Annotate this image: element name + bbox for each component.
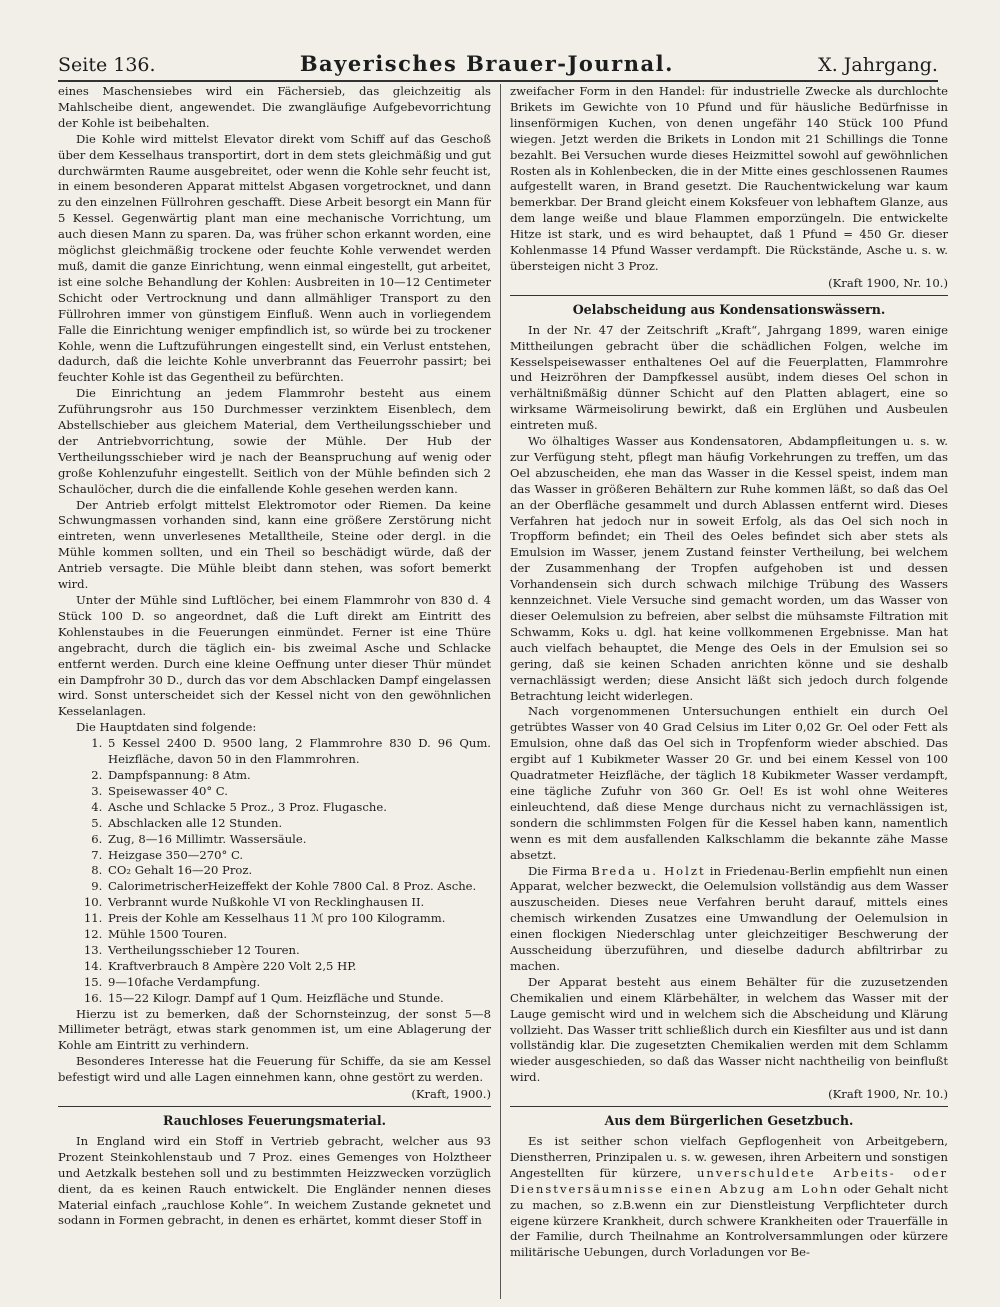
paragraph: Der Antrieb erfolgt mittelst Elektromotor oder Riemen. Da keine Schwungmassen vorhanden sind, kann eine größere Zerstörung nicht eintreten, wenn unverlesenes Metalltheile, Steine oder dergl. in die Mühle kommen sollten, und ein Theil so beschädigt würde, daß der Antrieb versagte. Die Mühle bleibt dann stehen, was sofort bemerkt wird.	[58, 497, 491, 592]
paragraph: eines Maschensiebes wird ein Fächersieb, das gleichzeitig als Mahlscheibe dient, angewendet. Die zwangläufige Aufgebevorrichtung der Kohle ist beibehalten.	[58, 84, 491, 130]
paragraph: Hierzu ist zu bemerken, daß der Schornsteinzug, der sonst 5—8 Millimeter beträgt, etwas stark genommen ist, um eine Ablagerung der Kohle am Eintritt zu verhindern.	[58, 1006, 491, 1053]
paragraph: In England wird ein Stoff in Vertrieb gebracht, welcher aus 93 Prozent Steinkohlenstaub und 7 Proz. eines Gemenges von Holztheer und Aetzkalk bestehen soll und zu bestimmten Heizzwecken vorzüglich dient, da es keinen Rauch entwickelt. Die Engländer nennen dieses Material einfach „rauchlose Kohle“. In weichem Zustande geknetet und sodann in Formen gebracht, in denen es erhärtet, kommt dieser Stoff in	[58, 1133, 491, 1228]
section-heading: Rauchloses Feuerungsmaterial.	[163, 1113, 386, 1128]
list-item: 3. Speisewasser 40° C.	[106, 784, 491, 800]
list-item: 5. Abschlacken alle 12 Stunden.	[106, 816, 491, 832]
list-item: 2. Dampfspannung: 8 Atm.	[106, 768, 491, 784]
column-divider	[500, 84, 501, 1299]
journal-title: Bayerisches Brauer-Journal.	[299, 51, 674, 76]
right-column	[510, 84, 948, 1261]
section-rule	[510, 295, 948, 296]
firm-name: Breda u. Holzt	[591, 863, 706, 878]
text-run: Die Firma	[528, 863, 588, 878]
paragraph: Nach vorgenommenen Untersuchungen enthielt ein durch Oel getrübtes Wasser von 40 Grad Celsius im Liter 0,02 Gr. Oel oder Fett als Emulsion, ohne daß das Oel sich in Tropfenform wieder abschied. Das ergibt auf 1 Kubikmeter Wasser 20 Gr. und bei einem Kessel von 100 Quadratmeter Heizfläche, der täglich 18 Kubikmeter Wasser verdampft, eine tägliche Zufuhr von 360 Gr. Oel! Es ist wohl ohne Weiteres einleuchtend, daß diese Menge durchaus nicht zu vernachlässigen ist, sondern die schlimmsten Folgen für die Kessel haben kann, namentlich wenn es mit dem ausfallenden Kalkschlamm die bekannte zähe Masse absetzt.	[510, 704, 948, 862]
source-citation: (Kraft 1900, Nr. 10.)	[828, 275, 948, 290]
paragraph: Der Apparat besteht aus einem Behälter für die zuzusetzenden Chemikalien und einem Klärbehälter, in welchem das Wasser mit der Lauge gemischt wird und in welchem sich die Abscheidung und Klärung vollzieht. Das Wasser tritt schließlich durch ein Kiesfilter aus und ist dann vollständig klar. Die zugesetzten Chemikalien werden mit dem Schlamm wieder ausgeschieden, so daß das Wasser nicht nachtheilig von beinflußt wird.	[510, 974, 948, 1085]
paragraph: Besonderes Interesse hat die Feuerung für Schiffe, da sie am Kessel befestigt wird und alle Lagen einnehmen kann, ohne gestört zu werden.	[58, 1054, 491, 1085]
paragraph: Wo ölhaltiges Wasser aus Kondensatoren, Abdampfleitungen u. s. w. zur Verfügung steht, pflegt man häufig Vorkehrungen zu treffen, um das Oel abzuscheiden, ehe man das Wasser in die Kessel speist, indem man das Wasser in größeren Behältern zur Ruhe kommen läßt, so daß das Oel an der Oberfläche gesammelt und durch Ablassen entfernt wird. Dieses Verfahren hat jedoch nur in soweit Erfolg, als das Oel sich noch in Tropfform befindet; ein Theil des Oeles befindet sich aber stets als Emulsion im Wasser, jenem Zustand feinster Vertheilung, bei welchem der Zusammenhang der Tropfen aufgehoben ist und dessen Vorhandensein sich durch schwach milchige Trübung des Wassers kennzeichnet. Viele Versuche sind gemacht worden, um das Wasser von dieser Oelemulsion zu befreien, aber selbst die mühsamste Filtration mit Schwamm, Koks u. dgl. hat keine vollkommenen Ergebnisse. Man hat auch vielfach behauptet, die Menge des Oels in der Emulsion sei so gering, daß sie keinen Schaden anrichten könne und sie deshalb vernachlässigt werden; diese Ansicht läßt sich jedoch durch folgende Betrachtung leicht widerlegen.	[510, 434, 948, 703]
list-item: 8. CO₂ Gehalt 16—20 Proz.	[106, 863, 491, 879]
paragraph: zweifacher Form in den Handel: für industrielle Zwecke als durchlochte Brikets im Gewichte von 10 Pfund und für häusliche Bedürfnisse in linsenförmigen Kuchen, von denen ungefähr 140 Stück 100 Pfund wiegen. Jetzt werden die Brikets in London mit 21 Schillings die Tonne bezahlt. Bei Versuchen wurde dieses Heizmittel sowohl auf gewöhnlichen Rosten als in Kohlenbecken, die in der Mitte eines geschlossenen Raumes aufgestellt waren, in Brand gesetzt. Die Rauchentwickelung war kaum bemerkbar. Der Brand gleicht einem Koksfeuer von lebhaftem Glanze, aus dem lange weiße und blaue Flammen emporzüngeln. Die entwickelte Hitze ist stark, und es wird behauptet, daß 1 Pfund = 450 Gr. dieser Kohlenmasse 14 Pfund Wasser verdampft. Die Rückstände, Asche u. s. w. übersteigen nicht 3 Proz.	[510, 84, 948, 273]
paragraph: In der Nr. 47 der Zeitschrift „Kraft“, Jahrgang 1899, waren einige Mittheilungen gebracht über die schädlichen Folgen, welche im Kesselspeisewasser enthaltenes Oel auf die Feuerplatten, Flammrohre und Heizröhren der Dampfkessel ausübt, indem dieses Oel schon in verhältnißmäßig dünner Schicht auf den Platten ablagert, eine so wirksame Wärmeisolirung bewirkt, daß ein Erglühen und Ausbeulen eintreten muß.	[510, 322, 948, 433]
section-rule	[510, 1106, 948, 1107]
list-item: 4. Asche und Schlacke 5 Proz., 3 Proz. Flugasche.	[106, 800, 491, 816]
list-item: 10. Verbrannt wurde Nußkohle VI von Recklinghausen II.	[106, 895, 491, 911]
main-data-list	[58, 736, 491, 1006]
list-item: 14. Kraftverbrauch 8 Ampère 220 Volt 2,5 HP.	[106, 959, 491, 975]
text-run: Es ist seither schon vielfach Gepflogenheit von Arbeitgebern, Dienstherren, Prinzipalen u. s. w. gewesen, ihren Arbeitern und sonstigen Angestellten für kürzere,	[510, 1134, 948, 1180]
list-item: 11. Preis der Kohle am Kesselhaus 11 ℳ pro 100 Kilogramm.	[106, 911, 491, 927]
volume-label: X. Jahrgang.	[818, 54, 938, 76]
section-heading: Oelabscheidung aus Kondensationswässern.	[572, 301, 886, 317]
list-item: 7. Heizgase 350—270° C.	[106, 848, 491, 864]
text-run: oder Gehalt nicht zu machen, so z.B.wenn ein zur Dienstleistung Verpflichteter durch eigene kürzere Krankheit, durch schwere Krankheiten oder Trauerfälle in der Familie, durch Theilnahme an Kontrolversammlungen oder kürzere militärische Uebungen, durch Vorladungen vor Be-	[510, 1181, 948, 1260]
paragraph: Die Kohle wird mittelst Elevator direkt vom Schiff auf das Geschoß über dem Kesselhaus transportirt, dort in dem stets gleichmäßig und gut durchwärmten Raume ausgebreitet, oder wenn die Kohle sehr feucht ist, in einem besonderen Apparat mittelst Abgasen vorgetrocknet, und dann zu den einzelnen Füllrohren geschafft. Diese Arbeit besorgt ein Mann für 5 Kessel. Gegenwärtig plant man eine mechanische Vorrichtung, um auch diesen Mann zu sparen. Da, was früher schon erkannt worden, eine möglichst gleichmäßig trockene oder feuchte Kohle verwendet werden muß, damit die ganze Einrichtung, wenn einmal eingestellt, gut arbeitet, ist eine solche Behandlung der Kohlen: Ausbreiten in 10—12 Centimeter Schicht oder Vertrocknung und dann allmähliger Transport zu den Füllrohren immer von günstigem Einfluß. Wenn auch in vorliegendem Falle die Einrichtung weniger empfindlich ist, so würde bei zu trockener Kohle, wenn die Luftzuführungen eingestellt sind, ein Verlust entstehen, dadurch, daß die leichte Kohle unverbrannt das Feuerrohr passirt; bei feuchter Kohle ist das Gegentheil zu befürchten.	[58, 131, 491, 385]
list-item: 6. Zug, 8—16 Millimtr. Wassersäule.	[106, 832, 491, 848]
source-citation: (Kraft 1900, Nr. 10.)	[828, 1087, 948, 1102]
paragraph: Unter der Mühle sind Luftlöcher, bei einem Flammrohr von 830 d. 4 Stück 100 D. so angeordnet, daß die Luft direkt am Eintritt des Kohlenstaubes in die Feuerungen einmündet. Ferner ist eine Thüre angebracht, durch die täglich ein- bis zweimal Asche und Schlacke entfernt werden. Durch eine kleine Oeffnung unter dieser Thür mündet ein Dampfrohr 30 D., durch das vor dem Abschlacken Dampf eingelassen wird. Sonst unterscheidet sich der Kessel nicht von den gewöhnlichen Kesselanlagen.	[58, 593, 491, 719]
list-item: 9. CalorimetrischerHeizeffekt der Kohle 7800 Cal. 8 Proz. Asche.	[106, 879, 491, 895]
paragraph	[510, 1134, 948, 1261]
text-run: in Friedenau-Berlin empfiehlt nun einen Apparat, welcher bezweckt, die Oelemulsion vollständig aus dem Wasser auszuscheiden. Dieses neue Verfahren beruht darauf, mittels eines chemisch wirkenden Zusatzes eine Umwandlung der Oelemulsion in einen flockigen Niederschlag unter gleichzeitiger Beschwerung der Ausscheidung überzuführen, und dieselbe dadurch abfiltrirbar zu machen.	[510, 863, 949, 973]
section-rule	[58, 1106, 491, 1107]
list-item: 15. 9—10fache Verdampfung.	[106, 975, 491, 991]
page-number: Seite 136.	[58, 54, 156, 76]
list-item: 12. Mühle 1500 Touren.	[106, 927, 491, 943]
paragraph: Die Hauptdaten sind folgende:	[76, 720, 257, 735]
paragraph: Die Einrichtung an jedem Flammrohr besteht aus einem Zuführungsrohr aus 150 Durchmesser verzinktem Eisenblech, dem Abstellschieber aus gleichem Material, dem Vertheilungsschieber und der Antriebvorrichtung, sowie der Mühle. Der Hub der Vertheilungsschieber wird je nach der Beanspruchung auf wenig oder große Kohlenzufuhr eingestellt. Seitlich von der Mühle befinden sich 2 Schaulöcher, durch die die einfallende Kohle gesehen werden kann.	[58, 386, 491, 496]
left-column	[58, 84, 491, 1229]
list-item: 1. 5 Kessel 2400 D. 9500 lang, 2 Flammrohre 830 D. 96 Qum. Heizfläche, davon 50 in den Flammrohren.	[106, 736, 491, 768]
paragraph	[510, 864, 948, 975]
list-item: 16. 15—22 Kilogr. Dampf auf 1 Qum. Heizfläche und Stunde.	[106, 991, 491, 1007]
emphasized-text: unverschuldete Arbeits- oder Dienstversäumnisse einen Abzug am Lohn	[510, 1165, 948, 1196]
list-item: 13. Vertheilungsschieber 12 Touren.	[106, 943, 491, 959]
source-citation: (Kraft, 1900.)	[411, 1087, 491, 1102]
page-header	[58, 40, 938, 82]
section-heading: Aus dem Bürgerlichen Gesetzbuch.	[604, 1113, 854, 1129]
